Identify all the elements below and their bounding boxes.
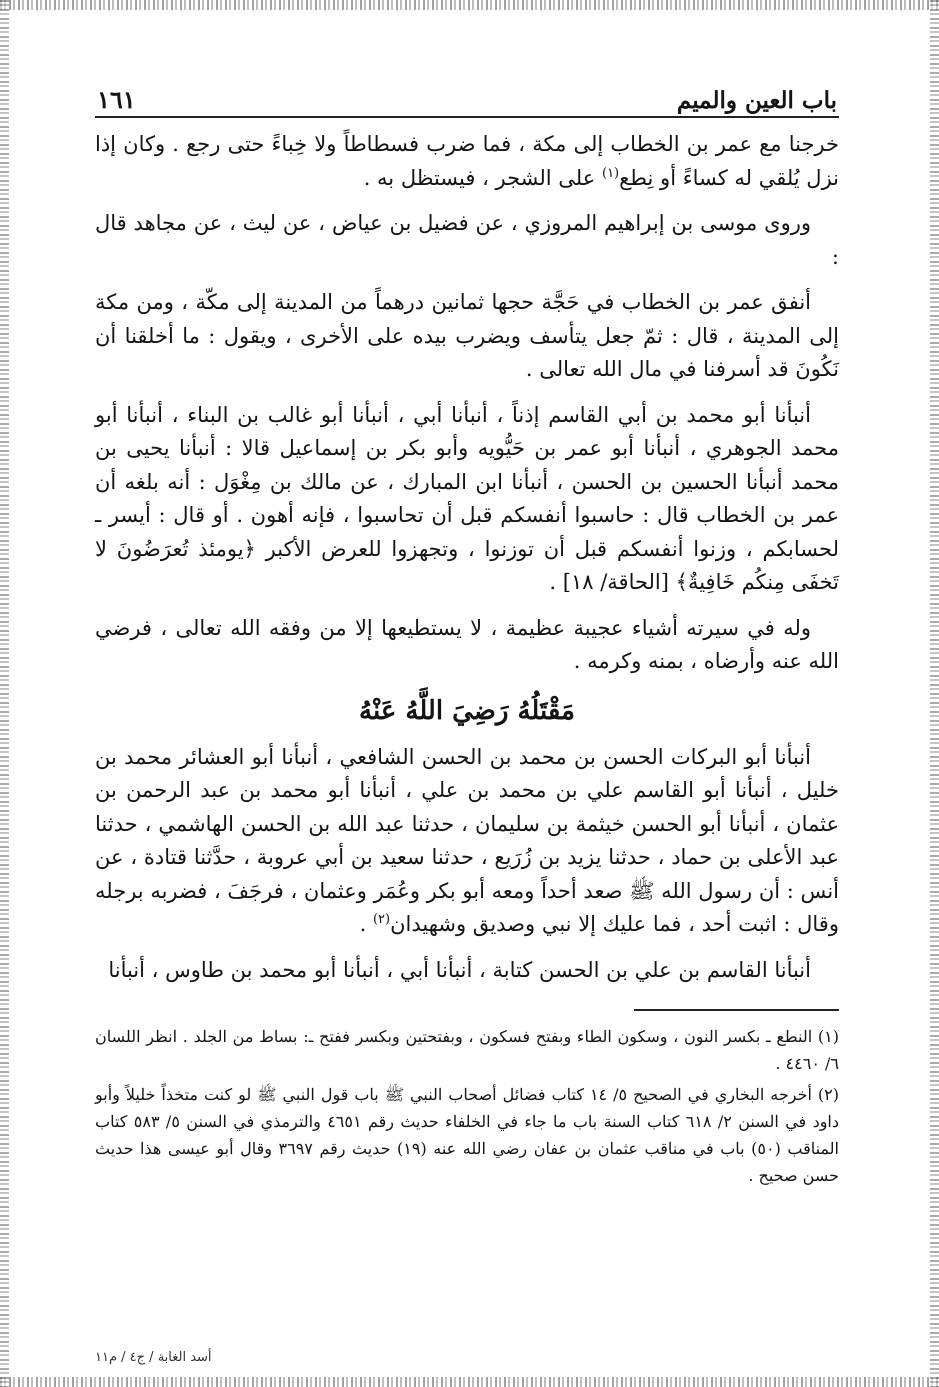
border-bottom [0,1377,939,1387]
footnote-ref-2: (٢) [372,912,391,927]
paragraph-4: أنبأنا أبو محمد بن أبي القاسم إذناً ، أنبأنا أبي ، أنبأنا أبو غالب بن البناء ، أنبأنا أبو محمد الجوهري ، أنبأنا أبو عمر بن حَيُّويه وأبو بكر بن إسماعيل قالا : أنبأنا يحيى بن محمد أنبأنا الحسين بن الحسن ، أنبأنا ابن المبارك ، عن مالك بن مِغْوَل : أنه بلغه أن عمر بن الخطاب قال : حاسبوا أنفسكم قبل أن تحاسبوا ، فإنه أهون . أو قال : أيسر ـ لحسابكم ، وزنوا أنفسكم قبل أن توزنوا ، وتجهزوا للعرض الأكبر ﴿يومئذ تُعرَضُونَ لا تَخفَى مِنكُم خَافِيةٌ﴾ [الحاقة/ ١٨] . [95,402,839,594]
border-right [930,0,939,1387]
main-text [95,128,839,987]
paragraph-3: أنفق عمر بن الخطاب في حَجَّة حجها ثمانين درهماً من المدينة إلى مكّة ، ومن مكة إلى المدينة ، قال : ثمّ جعل يتأسف ويضرب بيده على الأخرى ، ويقول : ما أخلقنا أن نَكُونَ قد أسرفنا في مال الله تعالى . [95,290,839,381]
paragraph-5: وله في سيرته أشياء عجيبة عظيمة ، لا يستطيعها إلا من وفقه الله تعالى ، فرضي الله عنه وأرضاه ، بمنه وكرمه . [95,615,839,673]
paragraph-7: أنبأنا القاسم بن علي بن الحسن كتابة ، أنبأنا أبي ، أنبأنا أبو محمد بن طاوس ، أنبأنا [108,957,811,982]
paragraph-2: وروى موسى بن إبراهيم المروزي ، عن فضيل بن عياض ، عن ليث ، عن مجاهد قال : [95,211,839,269]
signature-mark: أسد الغابة / ج٤ / م١١ [95,1350,212,1365]
paragraph-6: أنبأنا أبو البركات الحسن بن محمد بن الحسن الشافعي ، أنبأنا أبو العشائر محمد بن خليل ، أنبأنا أبو القاسم علي بن محمد بن علي ، أنبأنا أبو محمد بن عبد الرحمن بن عثمان ، أنبأنا أبو الحسن خيثمة بن سليمان ، حدثنا عبد الله بن الحسن الهاشمي ، حدثنا عبد الأعلى بن حماد ، حدثنا يزيد بن زُرَيع ، حدثنا سعيد بن أبي عروبة ، حدَّثنا قتادة ، عن أنس : أن رسول الله ﷺ صعد أحداً ومعه أبو بكر وعُمَر وعثمان ، فرجَفَ ، فضربه برجله وقال : اثبت أحد ، فما عليك إلا نبي وصديق وشهيدان$^{(٢)}$ . [95,744,839,936]
footnote-ref-1: (١) [601,165,620,181]
border-left [0,0,9,1387]
chapter-title: باب العين والميم [676,87,837,114]
paragraph-1-text: خرجنا مع عمر بن الخطاب إلى مكة ، فما ضرب فسطاطاً ولا خِباءً حتى رجع . وكان إذا نزل يُلقي له كساءً أو نِطع [95,132,839,190]
footnote-separator [634,1009,839,1011]
section-heading: مَقْتَلُهُ رَضِيَ اللَّهُ عَنْهُ [359,695,575,726]
footnotes [95,1023,839,1189]
footnote-2: (٢) أخرجه البخاري في الصحيح ٥/ ١٤ كتاب فضائل أصحاب النبي ﷺ باب قول النبي ﷺ لو كنت متخذاً خليلاً وأبو داود في السنن ٢/ ٦١٨ كتاب السنة باب ما جاء في الخلفاء حديث رقم ٤٦٥١ والترمذي في السنن ٥/ ٥٨٣ كتاب المناقب (٥٠) باب في مناقب عثمان بن عفان رضي الله عنه (١٩) حديث رقم ٣٦٩٧ وقال أبو عيسى هذا حديث حسن صحيح . [95,1085,840,1185]
page-number: ١٦١ [97,85,136,114]
border-top [0,0,939,10]
paragraph-1-tail: على الشجر ، فيستظل به . [363,165,596,190]
paragraph-1 [95,128,839,195]
footnote-1: (١) النطع ـ بكسر النون ، وسكون الطاء وبفتح فسكون ، وبفتحتين وبكسر ففتح ـ: بساط من الجلد . انظر اللسان ٦/ ٤٤٦٠ . [95,1027,839,1073]
book-page [95,78,839,1193]
paragraph-6-text: أنبأنا أبو البركات الحسن بن محمد بن الحسن الشافعي ، أنبأنا أبو العشائر محمد بن خليل ، أنبأنا أبو القاسم علي بن محمد بن علي ، أنبأنا أبو محمد بن عبد الرحمن بن عثمان ، أنبأنا أبو الحسن خيثمة بن سليمان ، حدثنا عبد الله بن الحسن الهاشمي ، حدثنا عبد الأعلى بن حماد ، حدثنا يزيد بن زُرَيع ، حدثنا سعيد بن أبي عروبة ، حدَّثنا قتادة ، عن أنس : أن رسول الله ﷺ صعد أحداً ومعه أبو بكر وعُمَر وعثمان ، فرجَفَ ، فضربه برجله وقال : اثبت أحد ، فما عليك إلا نبي وصديق وشهيدان [95,744,839,936]
running-header [95,78,839,118]
